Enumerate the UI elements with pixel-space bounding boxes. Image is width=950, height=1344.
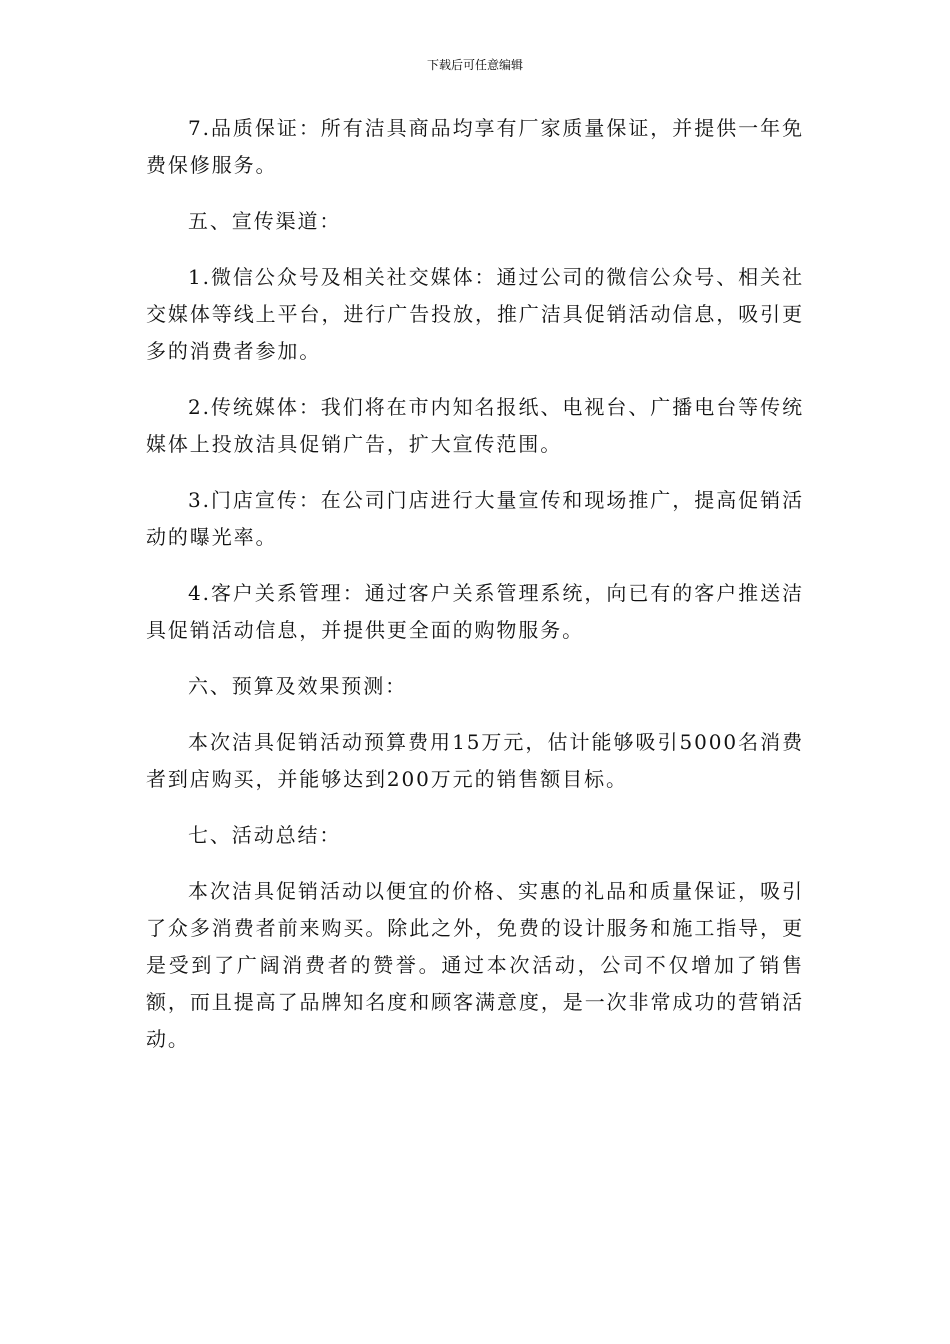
section-heading-summary: 七、活动总结：: [188, 823, 342, 847]
page-header: 下载后可任意编辑: [426, 58, 523, 72]
paragraph-crm: 4.客户关系管理：通过客户关系管理系统，向已有的客户推送洁具促销活动信息，并提供更全面的购物服务。: [146, 581, 804, 642]
paragraph-budget: 本次洁具促销活动预算费用15万元，估计能够吸引5000名消费者到店购买，并能够达到200万元的销售额目标。: [146, 730, 804, 791]
paragraph-wechat-social-media: 1.微信公众号及相关社交媒体：通过公司的微信公众号、相关社交媒体等线上平台，进行广告投放，推广洁具促销活动信息，吸引更多的消费者参加。: [146, 265, 804, 363]
paragraph-summary: 本次洁具促销活动以便宜的价格、实惠的礼品和质量保证，吸引了众多消费者前来购买。除此之外，免费的设计服务和施工指导，更是受到了广阔消费者的赞誉。通过本次活动，公司不仅增加了销售额，而且提高了品牌知名度和顾客满意度，是一次非常成功的营销活动。: [146, 879, 804, 1051]
section-heading-promotion-channels: 五、宣传渠道：: [188, 209, 342, 233]
document-body: [146, 110, 804, 1077]
paragraph-store-promotion: 3.门店宣传：在公司门店进行大量宣传和现场推广，提高促销活动的曝光率。: [146, 488, 804, 549]
paragraph-quality-guarantee: 7.品质保证：所有洁具商品均享有厂家质量保证，并提供一年免费保修服务。: [146, 116, 804, 177]
section-heading-budget-forecast: 六、预算及效果预测：: [188, 674, 407, 698]
paragraph-traditional-media: 2.传统媒体：我们将在市内知名报纸、电视台、广播电台等传统媒体上投放洁具促销广告，扩大宣传范围。: [146, 395, 804, 456]
